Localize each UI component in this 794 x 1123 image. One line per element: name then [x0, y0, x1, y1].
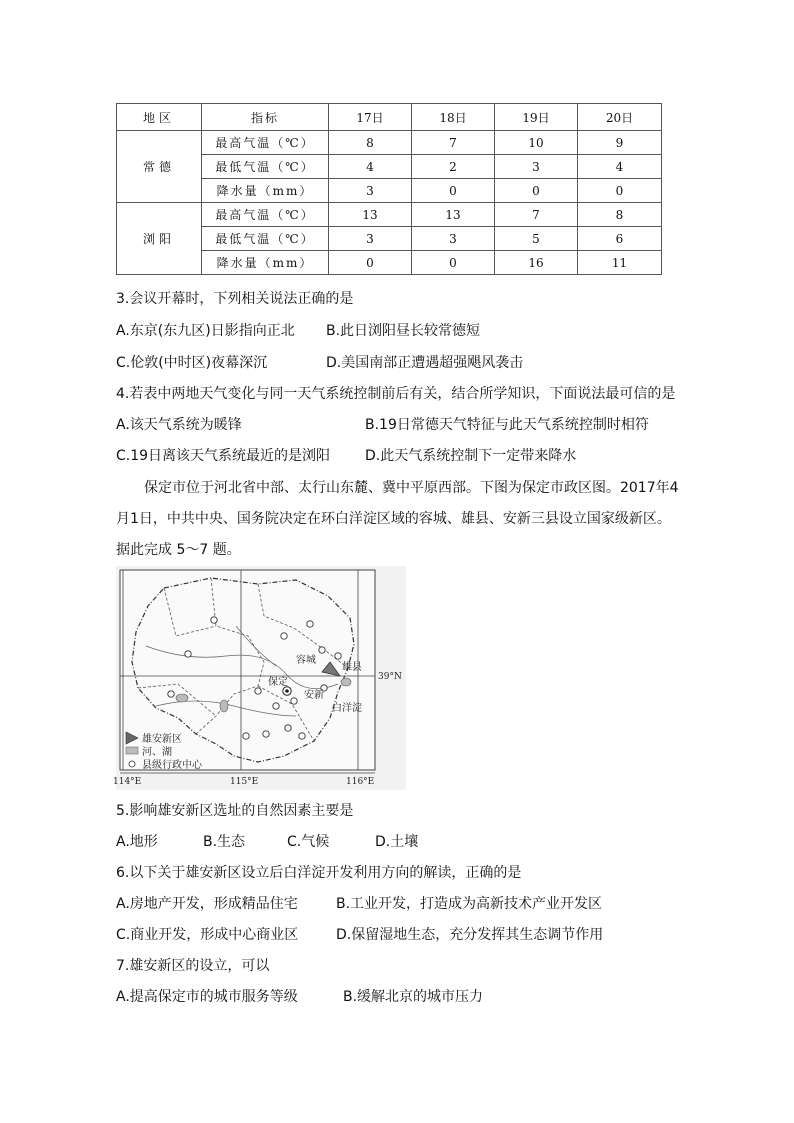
q5-option-c: C.气候 — [287, 834, 330, 850]
baoding-center-dot — [285, 689, 289, 693]
legend-county-symbol — [129, 761, 135, 767]
lake — [176, 694, 188, 702]
label-115e: 115°E — [230, 777, 259, 787]
q6-option-a: A.房地产开发，形成精品住宅 — [116, 896, 298, 912]
county-center — [307, 621, 313, 627]
legend-lake-label: 河、湖 — [142, 747, 172, 758]
indicator-cell: 最高气温（℃） — [202, 131, 329, 155]
legend-lake-symbol — [126, 747, 138, 754]
label-xiongxian: 雄县 — [342, 662, 362, 673]
region-cell: 常德 — [117, 131, 202, 203]
q3-option-d: D.美国南部正遭遇超强飓风袭击 — [326, 355, 524, 371]
q5-stem: 5.影响雄安新区选址的自然因素主要是 — [116, 803, 354, 819]
label-39n: 39°N — [378, 672, 402, 682]
q3-option-a: A.东京(东九区)日影指向正北 — [116, 323, 295, 339]
value-cell: 0 — [495, 179, 578, 203]
passage-line-1: 保定市位于河北省中部、太行山东麓、冀中平原西部。下图为保定市政区图。2017年4 — [144, 480, 679, 496]
label-116e: 116°E — [346, 777, 375, 787]
county-center — [285, 725, 291, 731]
q3-option-c: C.伦敦(中时区)夜幕深沉 — [116, 355, 268, 371]
value-cell: 7 — [412, 131, 495, 155]
table-header-row — [117, 104, 662, 131]
value-cell: 0 — [578, 179, 662, 203]
weather-table — [116, 103, 662, 275]
county-center — [263, 731, 269, 737]
legend-county-label: 县级行政中心 — [142, 760, 202, 771]
header-indicator: 指标 — [202, 104, 329, 131]
value-cell: 8 — [329, 131, 412, 155]
county-center — [185, 651, 191, 657]
value-cell: 0 — [412, 251, 495, 275]
value-cell: 0 — [412, 179, 495, 203]
passage-line-2: 月1日，中共中央、国务院决定在环白洋淀区域的容城、雄县、安新三县设立国家级新区。 — [116, 511, 671, 527]
county-center — [281, 633, 287, 639]
value-cell: 5 — [495, 227, 578, 251]
county-center — [168, 691, 174, 697]
q4-option-a: A.该天气系统为暖锋 — [116, 417, 242, 433]
county-center — [291, 698, 297, 704]
q7-stem: 7.雄安新区的设立，可以 — [116, 958, 270, 974]
header-day-18: 18日 — [412, 104, 495, 131]
value-cell: 13 — [412, 203, 495, 227]
indicator-cell: 最高气温（℃） — [202, 203, 329, 227]
value-cell: 2 — [412, 155, 495, 179]
q6-option-d: D.保留湿地生态，充分发挥其生态调节作用 — [336, 927, 604, 943]
q4-option-b: B.19日常德天气特征与此天气系统控制时相符 — [365, 417, 649, 433]
label-baoding: 保定 — [268, 677, 288, 688]
header-region: 地区 — [117, 104, 202, 131]
legend-xiongan-label: 雄安新区 — [142, 734, 182, 745]
q6-option-c: C.商业开发，形成中心商业区 — [116, 927, 299, 943]
label-baiyangdian: 白洋淀 — [332, 703, 362, 714]
label-rongcheng: 容城 — [296, 655, 316, 666]
header-day-20: 20日 — [578, 104, 662, 131]
value-cell: 11 — [578, 251, 662, 275]
header-day-17: 17日 — [329, 104, 412, 131]
value-cell: 3 — [329, 179, 412, 203]
q6-option-b: B.工业开发，打造成为高新技术产业开发区 — [336, 896, 603, 912]
region-cell: 浏阳 — [117, 203, 202, 275]
county-center-rongcheng — [319, 647, 325, 653]
value-cell: 8 — [578, 203, 662, 227]
q7-option-a: A.提高保定市的城市服务等级 — [116, 989, 298, 1005]
table-row — [117, 131, 662, 155]
q5-option-b: B.生态 — [203, 834, 246, 850]
indicator-cell: 降水量（mm） — [202, 251, 329, 275]
value-cell: 7 — [495, 203, 578, 227]
q4-option-c: C.19日离该天气系统最近的是浏阳 — [116, 448, 331, 464]
q6-stem: 6.以下关于雄安新区设立后白洋淀开发利用方向的解读，正确的是 — [116, 865, 522, 881]
county-center — [243, 733, 249, 739]
value-cell: 16 — [495, 251, 578, 275]
value-cell: 0 — [329, 251, 412, 275]
county-center — [211, 617, 217, 623]
label-114e: 114°E — [113, 777, 142, 787]
lake — [220, 700, 228, 712]
q4-stem: 4.若表中两地天气变化与同一天气系统控制前后有关，结合所学知识，下面说法最可信的是 — [116, 386, 676, 402]
q5-option-d: D.土壤 — [375, 834, 419, 850]
county-center — [299, 733, 305, 739]
baiyangdian-lake — [341, 678, 351, 686]
value-cell: 6 — [578, 227, 662, 251]
table-row — [117, 203, 662, 227]
value-cell: 9 — [578, 131, 662, 155]
indicator-cell: 降水量（mm） — [202, 179, 329, 203]
q7-option-b: B.缓解北京的城市压力 — [343, 989, 484, 1005]
passage-line-3: 据此完成 5～7 题。 — [116, 542, 241, 558]
indicator-cell: 最低气温（℃） — [202, 155, 329, 179]
q4-option-d: D.此天气系统控制下一定带来降水 — [365, 448, 577, 464]
value-cell: 10 — [495, 131, 578, 155]
baoding-map — [113, 566, 406, 790]
value-cell: 13 — [329, 203, 412, 227]
q3-stem: 3.会议开幕时，下列相关说法正确的是 — [116, 291, 354, 307]
value-cell: 4 — [578, 155, 662, 179]
value-cell: 4 — [329, 155, 412, 179]
value-cell: 3 — [329, 227, 412, 251]
label-anxin: 安新 — [304, 690, 324, 701]
value-cell: 3 — [412, 227, 495, 251]
county-center-xiongxian — [335, 653, 341, 659]
header-day-19: 19日 — [495, 104, 578, 131]
indicator-cell: 最低气温（℃） — [202, 227, 329, 251]
county-center — [273, 703, 279, 709]
value-cell: 3 — [495, 155, 578, 179]
county-center — [255, 688, 261, 694]
q5-option-a: A.地形 — [116, 834, 158, 850]
q3-option-b: B.此日浏阳昼长较常德短 — [326, 323, 481, 339]
